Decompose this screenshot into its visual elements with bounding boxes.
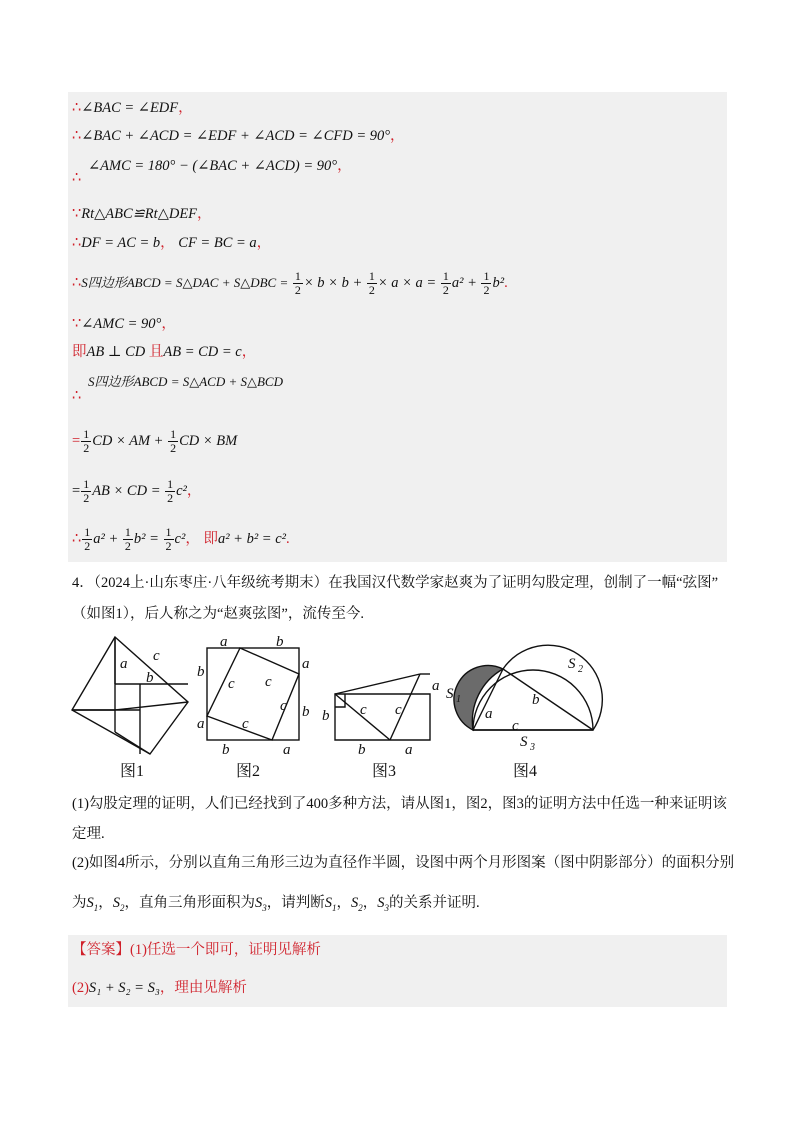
svg-text:c: c [395, 702, 402, 718]
svg-text:1: 1 [456, 694, 461, 705]
svg-text:b: b [146, 670, 154, 686]
solution-line-11: = $\frac{1}{2}$ AB × CD = $\frac{1}{2}$ c²， [72, 477, 202, 505]
answer-line-1: 【答案】(1)任选一个即可，证明见解析 [72, 942, 321, 958]
svg-text:b: b [197, 664, 205, 680]
solution-line-9-therefore: ∴ [72, 388, 82, 404]
question-part-1-line-2: 定理. [72, 826, 105, 842]
svg-text:b: b [532, 692, 540, 708]
figure-4-caption: 图4 [513, 763, 538, 780]
question-part-2-line-2: 为$S_1$，$S_2$，直角三角形面积为$S_3$，请判断$S_1$，$S_2$，$S_3$的关系并证明. [72, 895, 480, 913]
question-part-1-line-1: (1)勾股定理的证明，人们已经找到了400多种方法，请从图1，图2，图3的证明方法中任选一种来证明该 [72, 796, 727, 812]
question-4-line-1: 4．（2024上·山东枣庄·八年级统考期末）在我国汉代数学家赵爽为了证明勾股定理，创制了一幅“弦图” [72, 575, 719, 591]
solution-line-9: S四边形ABCD = S△ACD + S△BCD [88, 374, 283, 389]
figure-1-caption: 图1 [120, 763, 145, 780]
solution-line-4: ∵Rt△ABC≌Rt△DEF， [72, 206, 212, 222]
figure-3-diagram [335, 674, 430, 740]
svg-text:b: b [322, 708, 330, 724]
answer-line-2: (2)S₁ + S₂ = S₃，理由见解析 [72, 980, 247, 996]
svg-text:a: a [283, 742, 291, 758]
svg-text:S: S [568, 656, 576, 672]
svg-text:c: c [153, 648, 160, 664]
svg-text:a: a [485, 706, 493, 722]
figure-2-caption: 图2 [236, 763, 261, 780]
svg-text:2: 2 [578, 664, 583, 675]
figure-2-diagram [207, 648, 299, 740]
solution-line-1: ∴∠BAC = ∠EDF， [72, 100, 193, 116]
svg-text:a: a [220, 634, 228, 650]
question-4-line-2: （如图1），后人称之为“赵爽弦图”，流传至今. [72, 606, 364, 622]
question-part-2-line-1: (2)如图4所示，分别以直角三角形三边为直径作半圆，设图中两个月形图案（图中阴影部分）的面积分别 [72, 855, 735, 871]
svg-text:c: c [228, 676, 235, 692]
solution-line-7: ∵∠AMC = 90°， [72, 316, 176, 332]
svg-text:b: b [276, 634, 284, 650]
svg-text:a: a [120, 656, 128, 672]
figure-3-caption: 图3 [372, 763, 397, 780]
solution-line-5: ∴DF = AC = b， CF = BC = a， [72, 235, 272, 251]
svg-text:c: c [512, 718, 519, 734]
svg-text:c: c [265, 674, 272, 690]
svg-text:S: S [520, 734, 528, 750]
svg-text:b: b [302, 704, 310, 720]
solution-line-6: ∴S四边形ABCD = S△DAC + S△DBC = $\frac{1}{2}$ × b × b + $\frac{1}{2}$ × a × a = $\frac{1}{2}$ a² + $\frac{1}{2}$ b². [72, 269, 508, 297]
solution-line-2: ∴∠BAC + ∠ACD = ∠EDF + ∠ACD = ∠CFD = 90°， [72, 128, 405, 144]
svg-text:a: a [197, 716, 205, 732]
svg-text:a: a [432, 678, 440, 694]
svg-text:S: S [446, 686, 454, 702]
figure-1-diagram [72, 637, 188, 754]
svg-text:c: c [280, 698, 287, 714]
svg-text:a: a [405, 742, 413, 758]
svg-text:a: a [302, 656, 310, 672]
solution-line-10: = $\frac{1}{2}$ CD × AM + $\frac{1}{2}$ CD × BM [72, 427, 238, 455]
svg-text:b: b [222, 742, 230, 758]
svg-text:c: c [360, 702, 367, 718]
figure-4-diagram [454, 645, 602, 730]
svg-text:b: b [358, 742, 366, 758]
solution-line-12: ∴ $\frac{1}{2}$ a² + $\frac{1}{2}$ b² = $\frac{1}{2}$ c²， 即a² + b² = c². [72, 525, 290, 553]
solution-line-3-therefore: ∴ [72, 170, 82, 186]
svg-text:3: 3 [530, 742, 535, 753]
svg-text:c: c [242, 716, 249, 732]
solution-line-8: 即AB ⊥ CD 且AB = CD = c， [72, 344, 257, 360]
solution-line-3: ∠AMC = 180° − (∠BAC + ∠ACD) = 90°， [88, 158, 352, 174]
